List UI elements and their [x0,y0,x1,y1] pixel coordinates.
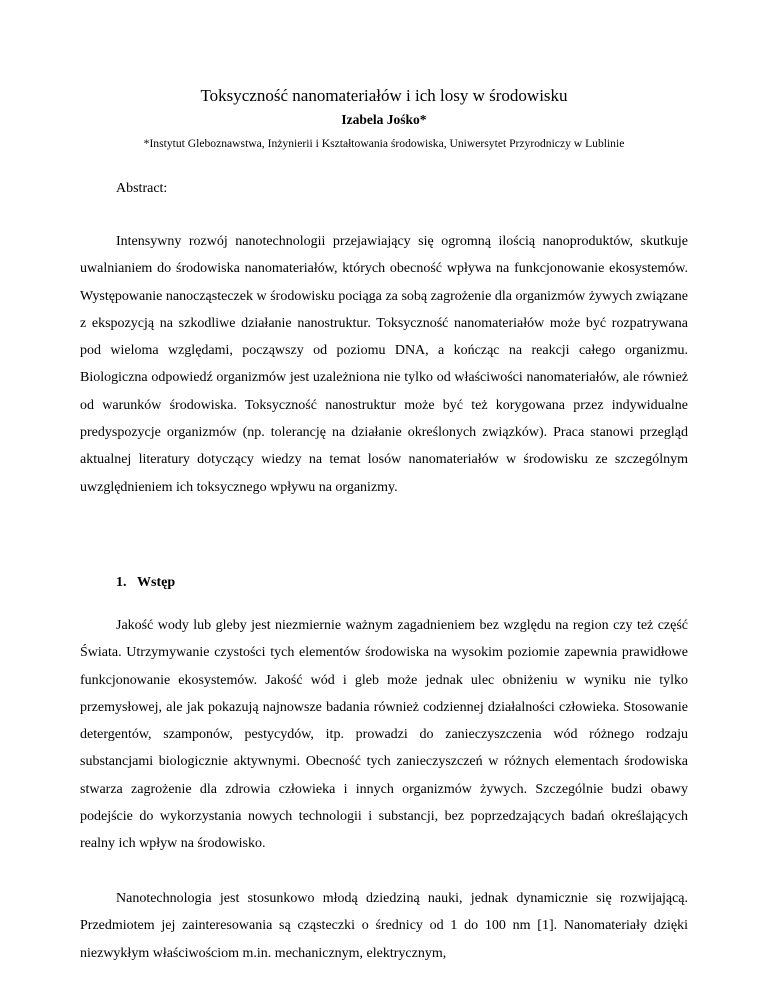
section-heading-intro [116,574,175,591]
abstract-heading: Abstract: [116,181,168,196]
abstract-text: Intensywny rozwój nanotechnologii przejawiający się ogromną ilością nanoproduktów, skutkuje uwalnianiem do środowiska nanomateriałów, których obecność wpływa na funkcjonowanie ekosystemów. Występowanie nanocząsteczek w środowisku pociąga za sobą zagrożenie dla organizmów żywych związane z ekspozycją na szkodliwe działanie nanostruktur. Toksyczność nanomateriałów może być rozpatrywana pod wieloma względami, począwszy od poziomu DNA, a kończąc na reakcji całego organizmu. Biologiczna odpowiedź organizmów jest uzależniona nie tylko od właściwości nanomateriałów, ale również od warunków środowiska. Toksyczność nanostruktur może być też korygowana przez indywidualne predyspozycje organizmów (np. tolerancję na działanie określonych związków). Praca stanowi przegląd aktualnej literatury dotyczący wiedzy na temat losów nanomateriałów w środowisku ze szczególnym uwzględnieniem ich toksycznego wpływu na organizmy. [80,234,688,495]
section-number: 1. [116,575,127,590]
intro-paragraph-1: Jakość wody lub gleby jest niezmiernie ważnym zagadnieniem bez względu na region czy też część Świata. Utrzymywanie czystości tych elementów środowiska na wysokim poziomie zapewnia prawidłowe funkcjonowanie ekosystemów. Jakość wód i gleb może jednak ulec obniżeniu w wyniku nie tylko przemysłowej, ale jak pokazują najnowsze badania również codziennej działalności człowieka. Stosowanie detergentów, szamponów, pestycydów, itp. prowadzi do zanieczyszczenia wód różnego rodzaju substancjami biologicznie aktywnymi. Obecność tych zanieczyszczeń w różnych elementach środowiska stwarza zagrożenie dla zdrowia człowieka i innych organizmów żywych. Szczególnie budzi obawy podejście do wykorzystania nowych technologii i substancji, bez poprzedzających badań określających realny ich wpływ na środowisko. [80,618,688,852]
author-name: Izabela Jośko* [341,112,427,127]
intro-paragraph-2: Nanotechnologia jest stosunkowo młodą dziedziną nauki, jednak dynamicznie się rozwijającą. Przedmiotem jej zainteresowania są cząsteczki o średnicy od 1 do 100 nm [1]. Nanomateriały dzięki niezwykłym właściwościom m.in. mechanicznym, elektrycznym, [80,891,688,961]
section-title: Wstęp [137,575,176,590]
paper-title: Toksyczność nanomateriałów i ich losy w środowisku [200,86,568,105]
author-affiliation: *Instytut Gleboznawstwa, Inżynierii i Kształtowania środowiska, Uniwersytet Przyrodniczy w Lublinie [143,137,625,150]
